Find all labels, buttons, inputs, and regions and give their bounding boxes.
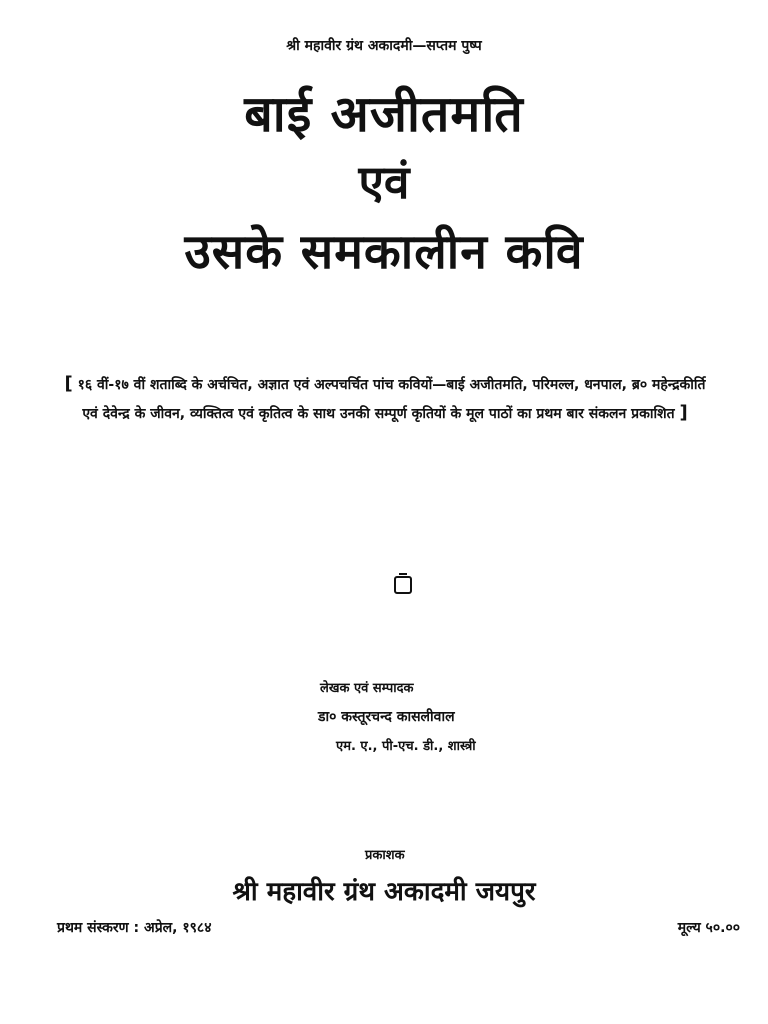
author-name: डा० कस्तूरचन्द कासलीवाल bbox=[318, 709, 455, 725]
author-label: लेखक एवं सम्पादक bbox=[320, 681, 414, 696]
price-info: मूल्य ५०.०० bbox=[677, 920, 740, 936]
author-degrees: एम. ए., पी-एच. डी., शास्त्री bbox=[336, 739, 476, 754]
title-line-2: एवं bbox=[358, 155, 410, 209]
publisher-label: प्रकाशक bbox=[365, 848, 405, 863]
series-line: श्री महावीर ग्रंथ अकादमी—सप्तम पुष्प bbox=[286, 38, 482, 54]
open-bracket: [ bbox=[64, 373, 73, 394]
title-line-3: उसके समकालीन कवि bbox=[184, 224, 584, 280]
close-bracket: ] bbox=[679, 402, 688, 423]
description-text: १६ वीं-१७ वीं शताब्दि के अर्चचित, अज्ञात एवं अल्पचर्चित पांच कवियों—बाई अजीतमति, परिमल्ल, धनपाल, ब्र० महेन्द्रकीर्ति एवं देवेन्द्र के जीवन, व्यक्तित्व एवं कृतित्व के साथ उनकी सम्पूर्ण कृतियों के मूल पाठों का प्रथम बार संकलन प्रकाशित bbox=[77, 377, 706, 422]
book-description bbox=[55, 370, 715, 428]
title-line-1: बाई अजीतमति bbox=[244, 85, 524, 143]
publisher-name: श्री महावीर ग्रंथ अकादमी जयपुर bbox=[232, 877, 536, 907]
edition-info: प्रथम संस्करण : अप्रेल, १९८४ bbox=[57, 920, 212, 936]
emblem-icon bbox=[394, 576, 412, 594]
